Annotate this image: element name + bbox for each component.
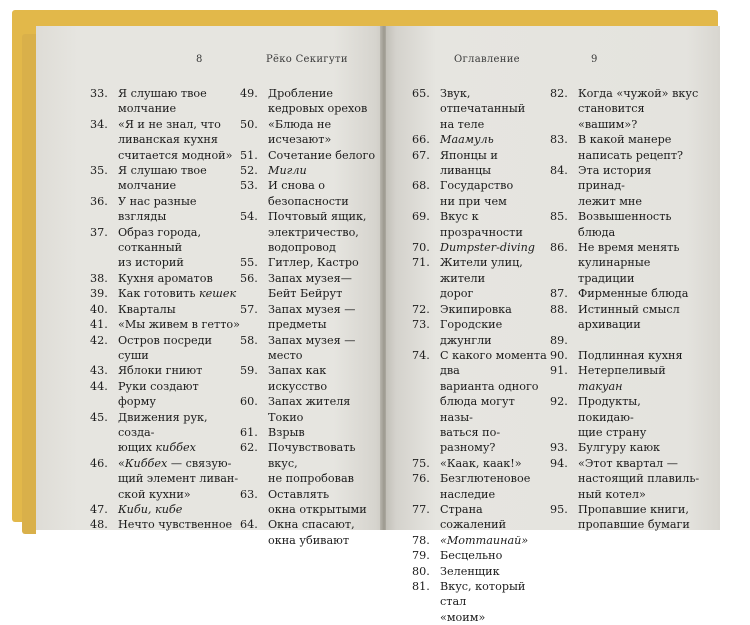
toc-entry <box>412 471 550 502</box>
toc-entry <box>240 333 388 364</box>
toc-entry <box>240 394 388 425</box>
toc-entry <box>412 302 550 317</box>
toc-entry-title: Я слушаю твое молчание <box>118 164 207 193</box>
toc-entry-number: 76. <box>412 472 430 486</box>
toc-entry-title: Кухня ароматов <box>118 271 213 285</box>
toc-entry-title: Дробление кедровых орехов <box>268 87 368 116</box>
toc-entry <box>240 363 388 394</box>
toc-entry <box>550 209 700 240</box>
toc-entry <box>240 163 388 178</box>
toc-entry <box>240 440 388 486</box>
toc-entry-number: 55. <box>240 256 258 270</box>
toc-entry <box>412 348 550 456</box>
toc-entry-title: Яблоки гниют <box>118 364 203 378</box>
toc-entry <box>240 517 388 548</box>
toc-entry <box>550 456 700 502</box>
toc-entry-title: Когда «чужой» вкус становится «вашим»? <box>578 87 699 131</box>
toc-entry <box>550 394 700 440</box>
toc-entry-title: Dumpster-diving <box>440 241 535 255</box>
toc-entry-number: 95. <box>550 502 568 516</box>
toc-entry-title: Страна сожалений <box>440 502 507 532</box>
toc-entry-number: 94. <box>550 456 568 470</box>
toc-entry <box>412 209 550 240</box>
toc-entry-title: Звук, отпечатанный на теле <box>440 87 526 131</box>
toc-entry-number: 80. <box>412 564 430 578</box>
toc-entry-title: И снова о безопасности <box>268 179 349 208</box>
toc-entry-title: «Каак, каак!» <box>440 456 522 470</box>
toc-entry-title: «Этот квартал — настоящий плавиль- ный котел» <box>578 456 700 501</box>
toc-entry <box>90 379 240 410</box>
toc-entry-title: Запах музея— Бейт Бейрут <box>268 271 352 301</box>
toc-entry <box>90 117 240 163</box>
toc-entry <box>550 286 700 301</box>
toc-entry-title: Запах как искусство <box>268 364 328 393</box>
toc-column-3 <box>412 86 550 625</box>
toc-entry-number: 47. <box>90 502 108 516</box>
toc-entry <box>240 255 388 270</box>
toc-entry-number: 92. <box>550 395 568 409</box>
toc-entry-title: Японцы и ливанцы <box>440 148 498 178</box>
toc-entry-title: Окна спасают, окна убивают <box>268 518 355 547</box>
toc-entry-title: Фирменные блюда <box>578 287 689 301</box>
toc-entry-title: Почтовый ящик, электричество, водопровод <box>268 210 367 255</box>
toc-entry <box>240 178 388 209</box>
toc-entry-title: Остров посреди суши <box>118 333 212 362</box>
toc-entry-title <box>578 333 700 348</box>
toc-entry-number: 89. <box>550 333 568 347</box>
toc-entry-number: 49. <box>240 87 258 100</box>
toc-entry <box>90 271 240 286</box>
toc-entry-number: 50. <box>240 117 258 131</box>
toc-entry-number: 56. <box>240 271 258 285</box>
toc-entry-title: Запах жителя Токио <box>268 395 351 424</box>
toc-entry-number: 42. <box>90 333 108 347</box>
toc-entry-number: 91. <box>550 364 568 378</box>
toc-entry-number: 84. <box>550 164 568 178</box>
toc-entry-number: 86. <box>550 241 568 255</box>
toc-entry-number: 51. <box>240 148 258 162</box>
toc-entry-title: Мигли <box>268 164 307 178</box>
toc-entry-number: 78. <box>412 533 430 547</box>
toc-entry-number: 44. <box>90 379 108 393</box>
left-page-number: 8 <box>196 54 203 65</box>
toc-entry <box>550 163 700 209</box>
toc-entry <box>550 363 700 394</box>
toc-column-4 <box>550 86 700 533</box>
toc-entry <box>90 363 240 378</box>
toc-entry-number: 87. <box>550 287 568 301</box>
toc-entry-number: 93. <box>550 441 568 455</box>
toc-entry-title: «Моттаинай» <box>440 533 529 547</box>
toc-entry <box>90 302 240 317</box>
book-spread <box>22 26 728 624</box>
toc-entry <box>412 255 550 301</box>
left-page <box>36 26 386 547</box>
toc-entry-number: 74. <box>412 348 430 362</box>
toc-entry-number: 60. <box>240 395 258 409</box>
right-page-number: 9 <box>591 54 598 65</box>
toc-entry <box>90 517 240 532</box>
toc-entry-title: Почувствовать вкус, не попробовав <box>268 441 356 486</box>
toc-entry <box>240 86 388 117</box>
toc-entry-title: Нетерпеливый такуан <box>578 364 666 393</box>
toc-entry <box>90 410 240 456</box>
toc-entry-number: 37. <box>90 225 108 239</box>
toc-entry-number: 83. <box>550 133 568 147</box>
toc-entry <box>90 194 240 225</box>
toc-entry <box>90 502 240 517</box>
toc-entry <box>550 240 700 286</box>
toc-entry-title: Жители улиц, жители дорог <box>440 256 523 301</box>
toc-entry <box>90 456 240 502</box>
toc-entry <box>412 132 550 147</box>
toc-entry-number: 38. <box>90 271 108 285</box>
toc-entry-number: 48. <box>90 518 108 532</box>
toc-entry-number: 34. <box>90 117 108 131</box>
toc-entry-title: Движения рук, созда- ющих киббех <box>118 410 208 455</box>
toc-entry-title: Экипировка <box>440 302 512 316</box>
toc-entry-title: Бесцельно <box>440 549 503 563</box>
toc-entry <box>412 502 550 533</box>
toc-entry <box>412 317 550 348</box>
toc-entry-title: Городские джунгли <box>440 318 503 347</box>
toc-entry <box>90 286 240 301</box>
book-cover-edge <box>22 34 36 534</box>
toc-entry <box>550 502 700 533</box>
toc-entry-title: Пропавшие книги, пропавшие бумаги <box>578 502 690 532</box>
toc-entry <box>412 533 550 548</box>
toc-entry-number: 64. <box>240 518 258 532</box>
toc-entry-number: 69. <box>412 210 430 224</box>
left-running-head: Рёко Секигути <box>266 54 348 65</box>
toc-entry-title: В какой манере написать рецепт? <box>578 133 684 162</box>
toc-entry-number: 82. <box>550 87 568 100</box>
toc-entry-number: 68. <box>412 179 430 193</box>
toc-entry-title: Запах музея — место <box>268 333 356 362</box>
toc-entry-title: Маамуль <box>440 133 494 147</box>
toc-entry <box>412 456 550 471</box>
toc-entry-title: Сочетание белого <box>268 148 376 162</box>
toc-entry-number: 43. <box>90 364 108 378</box>
toc-entry <box>240 425 388 440</box>
toc-entry-title: Запах музея — предметы <box>268 302 356 332</box>
right-running-head: Оглавление <box>454 54 520 65</box>
toc-entry <box>90 86 240 117</box>
toc-entry-number: 67. <box>412 148 430 162</box>
toc-entry <box>90 317 240 332</box>
toc-entry-number: 71. <box>412 256 430 270</box>
toc-entry-number: 70. <box>412 241 430 255</box>
toc-entry-number: 45. <box>90 410 108 424</box>
toc-entry-number: 53. <box>240 179 258 193</box>
toc-entry <box>240 117 388 148</box>
toc-entry-number: 41. <box>90 318 108 332</box>
toc-entry <box>412 86 550 132</box>
toc-entry <box>240 487 388 518</box>
right-page <box>386 26 720 624</box>
toc-entry-number: 61. <box>240 425 258 439</box>
toc-entry <box>412 548 550 563</box>
toc-entry-number: 36. <box>90 194 108 208</box>
toc-entry-title: Безглютеновое наследие <box>440 472 531 501</box>
toc-entry <box>412 148 550 179</box>
toc-entry-title: Вкус, который стал «моим» <box>440 580 526 624</box>
toc-entry-number: 35. <box>90 164 108 178</box>
toc-entry-title: Кварталы <box>118 302 176 316</box>
toc-entry-title: «Я и не знал, что ливанская кухня считается модной» <box>118 117 233 162</box>
toc-entry-number: 72. <box>412 302 430 316</box>
toc-entry-number: 81. <box>412 580 430 593</box>
toc-entry <box>240 302 388 333</box>
toc-entry-title: Я слушаю твое молчание <box>118 87 207 116</box>
toc-entry-title: Не время менять кулинарные традиции <box>578 241 680 285</box>
toc-entry-number: 52. <box>240 164 258 178</box>
toc-entry-title: Оставлять окна открытыми <box>268 487 367 516</box>
toc-entry-number: 59. <box>240 364 258 378</box>
toc-entry <box>240 209 388 255</box>
toc-entry <box>550 132 700 163</box>
toc-entry-number: 88. <box>550 302 568 316</box>
toc-entry <box>90 225 240 271</box>
toc-entry <box>550 348 700 363</box>
toc-entry-number: 57. <box>240 302 258 316</box>
toc-entry-title: У нас разные взгляды <box>118 194 197 224</box>
toc-entry-number: 54. <box>240 210 258 224</box>
toc-entry-title: Руки создают форму <box>118 379 199 409</box>
toc-entry-title: Возвышенность блюда <box>578 210 672 239</box>
toc-entry-title: «Мы живем в гетто» <box>118 318 240 332</box>
toc-entry <box>240 271 388 302</box>
toc-entry <box>550 333 700 348</box>
toc-entry-title: Как готовить кешек <box>118 287 237 301</box>
toc-entry-title: Продукты, покидаю- щие страну <box>578 395 647 439</box>
toc-entry-title: С какого момента два варианта одного блюда могут назы- ваться по-разному? <box>440 348 547 455</box>
toc-entry-title: Государство ни при чем <box>440 179 514 208</box>
toc-entry-title: «Киббех — связую- щий элемент ливан- ской кухни» <box>118 456 239 501</box>
toc-entry-number: 39. <box>90 287 108 301</box>
toc-entry <box>90 163 240 194</box>
toc-entry-number: 79. <box>412 549 430 563</box>
toc-entry <box>240 148 388 163</box>
toc-entry-number: 58. <box>240 333 258 347</box>
toc-entry-title: Киби, кибе <box>118 502 183 516</box>
toc-entry-number: 65. <box>412 87 430 100</box>
toc-entry-title: «Блюда не исчезают» <box>268 117 332 147</box>
toc-entry <box>412 564 550 579</box>
toc-entry <box>412 178 550 209</box>
toc-entry-number: 66. <box>412 133 430 147</box>
toc-entry-number: 73. <box>412 318 430 332</box>
toc-entry-title: Подлинная кухня <box>578 348 683 362</box>
toc-entry-title: Эта история принад- лежит мне <box>578 164 652 208</box>
toc-entry <box>550 440 700 455</box>
toc-entry-number: 40. <box>90 302 108 316</box>
toc-entry-number: 85. <box>550 210 568 224</box>
toc-entry <box>90 333 240 364</box>
toc-entry <box>550 86 700 132</box>
toc-entry-number: 46. <box>90 456 108 470</box>
toc-entry-number: 77. <box>412 502 430 516</box>
toc-entry <box>412 240 550 255</box>
toc-entry-title: Нечто чувственное <box>118 518 233 532</box>
toc-entry-title: Истинный смысл архивации <box>578 302 680 332</box>
toc-entry-title: Булгуру каюк <box>578 441 661 455</box>
toc-entry <box>550 302 700 333</box>
toc-entry-title: Вкус к прозрачности <box>440 210 523 239</box>
toc-column-2 <box>240 86 388 548</box>
toc-entry-title: Взрыв <box>268 425 305 439</box>
toc-entry-number: 90. <box>550 348 568 362</box>
toc-entry-number: 33. <box>90 87 108 100</box>
toc-column-1 <box>90 86 240 533</box>
toc-entry-number: 62. <box>240 441 258 455</box>
toc-entry-title: Гитлер, Кастро <box>268 256 359 270</box>
toc-entry <box>412 579 550 625</box>
toc-entry-number: 75. <box>412 456 430 470</box>
toc-entry-title: Зеленщик <box>440 564 500 578</box>
toc-entry-number: 63. <box>240 487 258 501</box>
toc-entry-title: Образ города, сотканный из историй <box>118 225 202 270</box>
